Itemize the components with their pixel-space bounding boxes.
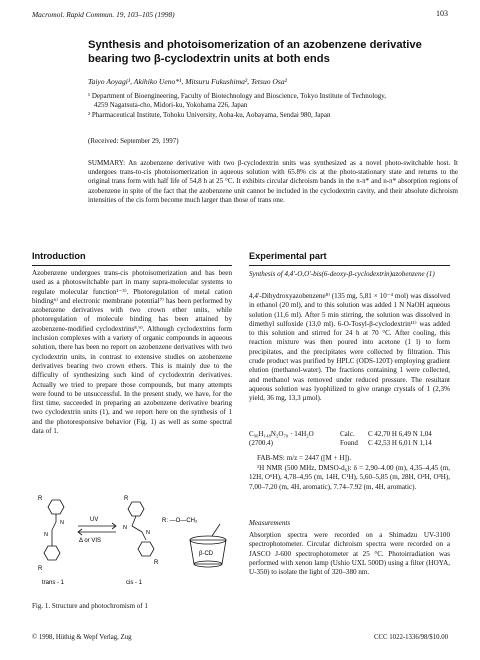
measurements-text: Absorption spectra were recorded on a Shimadzu UV-3100 spectrophotometer. Circular dichroism spectra were recorded on a JASCO J-600 spectrophotometer at 25 °C. Photoirradiation was performed with xenon lamp (Ushio UXL 500D) using a filter (HOYA, U-350) to isolate the light of 320–380 nm.: [249, 531, 450, 577]
beta-cd-label: β-CD: [199, 551, 214, 557]
molecular-weight: (2700.4): [249, 439, 273, 447]
nmr-data: ¹H NMR (500 MHz, DMSO-d₆): δ = 2,90–4.00 (m), 4,35–4,45 (m, 12H, O⁶H), 4,78–4,95 (m, 14H, C¹H), 5,60–5,85 (m, 28H, O²H, O³H), 7,00–7,20 (m, 4H, aromatic), 7.74–7.92 (m, 4H, aromatic).: [249, 464, 450, 491]
introduction-heading: Introduction: [32, 251, 86, 261]
found-values: C 42,53 H 6,01 N 1,14: [368, 439, 432, 447]
measurements-heading: Measurements: [249, 519, 291, 527]
trans-azobenzene-structure: [44, 500, 64, 560]
affiliation-2: ² Pharmaceutical Institute, Tohoku University, Aoba-ku, Aobayama, Sendai 980, Japan: [88, 111, 331, 119]
fab-ms-data: FAB-MS: m/z = 2447 ([M + H]).: [257, 454, 351, 462]
introduction-text: Azobenzene undergoes trans-cis photoisomerization and has been used as a photoswitchable part in many supra-molecular systems to regulate molecular function¹⁻⁵⁾. Photoregulation of metal cation binding⁶⁾ and electronic membrane potential⁷⁾ has been performed by azobenzene derivatives with two crown ether units, while photoregulation of molecule binding has been attained by azobenzene-modified cyclodextrins⁸,⁹⁾. Although cyclodextrins form inclusion complexes with a variety of organic compounds in aqueous solution, there has been no report on azobenzene derivatives with two cyclodextrin units, in contrast to extensive studies on azobenzene derivatives bearing two crown ethers. This is mainly due to the difficulty of synthesizing such kind of cyclodextrin derivatives. Actually we tried to prepare those compounds, but many attempts were found to be unsuccessful. In the present study, we have, for the first time, succeeded in preparing an azobenzene derivative bearing two cyclodextrin units (1), and we report here on the synthesis of 1 and the photoresponsive behavior (Fig. 1) as well as some spectral data of 1.: [32, 269, 232, 436]
trans-n-1: N: [60, 520, 64, 526]
r-group-definition: R: —O—CH₂: [162, 518, 198, 524]
author-list: Taiyo Aoyagi¹, Akihiko Ueno*¹, Mitsuru Fukushima², Tetsuo Osa²: [88, 77, 287, 86]
calc-label: Calc.: [340, 430, 355, 438]
photochromism-scheme: [30, 492, 235, 596]
introduction-rule: [32, 265, 232, 266]
affiliation-1b: 4259 Nagatsuta-cho, Midori-ku, Yokohama 226, Japan: [94, 101, 248, 109]
article-title: [88, 38, 428, 66]
page-number: 103: [436, 9, 448, 18]
ccc-code-footer: CCC 1022-1336/98/$10.00: [373, 634, 448, 641]
uv-label: UV: [90, 517, 99, 523]
trans-r-top: R: [38, 496, 43, 502]
cis-r-top: R: [124, 496, 129, 502]
title-line-2: bearing two β-cyclodextrin units at both ends: [88, 53, 330, 65]
copyright-footer: © 1998, Hüthig & Wepf Verlag, Zug: [32, 634, 132, 641]
molecular-formula: C₉₆H₁₄₈N₂O₇₀ · 14H₂O: [249, 430, 314, 438]
cyclodextrin-shape: [190, 524, 226, 567]
synthesis-subtitle: Synthesis of 4,4′-O,O′-bis(6-deoxy-β-cyclodextrin)azobenzene (1): [249, 270, 435, 278]
cis-azobenzene-structure: [128, 502, 154, 556]
trans-n-2: N: [44, 532, 48, 538]
summary-abstract: SUMMARY: An azobenzene derivative with two β-cyclodextrin units was synthesized as a novel photo-switchable host. It undergoes trans-to-cis photoisomerization in aqueous solution with 65.8% cis at the photo-stationary state and returns to the original trans form with half life of 54,8 h at 25 °C. It exhibits circular dichroism bands in the π-π* and n-π* absorption regions of azobenzene in spite of the fact that the azobenzene unit cannot be included in the cyclodextrin cavity, and their absolute dichroism intensities of the cis form become much larger than those of trans one.: [88, 159, 458, 204]
calc-values: C 42,70 H 6,49 N 1,04: [368, 430, 432, 438]
journal-citation: Macromol. Rapid Commun. 19, 103–105 (1998): [32, 10, 175, 19]
figure-caption: Fig. 1. Structure and photochromism of 1: [32, 602, 148, 610]
experimental-heading: Experimental part: [249, 251, 327, 261]
reverse-condition-label: Δ or VIS: [79, 538, 102, 544]
isomerization-arrows: [78, 523, 116, 535]
trans-r-bottom: R: [38, 566, 43, 572]
cis-n-1: N: [123, 525, 127, 531]
synthesis-text: 4,4′-Dihydroxyazobenzene⁸⁾ (135 mg, 5,81 × 10⁻⁴ mol) was dissolved in ethanol (20 ml), and to this solution was added 1 N NaOH aqueous solution (11,6 ml). After 5 min stirring, the solution was dissolved in dimethyl sulfoxide (13,0 ml). 6-O-Tosyl-β-cyclodextrin¹¹⁾ was added to this solution and stirred for 24 h at 70 °C. After cooling, this reaction mixture was then poured into acetone (1 l) to form precipitates, and the precipitates were collected by filtration. This crude product was purified by HPLC (ODS-120T) employing gradient elution (methanol-water). The fractions containing 1 were collected, and methanol was removed under reduced pressure. The resultant aqueous solution was lyophilized to give orange crystals of 1 (2,3% yield, 36 mg, 13,3 µmol).: [249, 292, 450, 403]
affiliation-1a: ¹ Department of Bioengineering, Faculty of Biotechnology and Bioscience, Tokyo Institute of Technology,: [88, 92, 387, 100]
experimental-rule: [249, 265, 450, 266]
cis-r-bottom: R: [154, 560, 159, 566]
cis-n-2: N: [146, 530, 150, 536]
trans-label: trans - 1: [42, 580, 65, 586]
title-line-1: Synthesis and photoisomerization of an azobenzene derivative: [88, 39, 422, 51]
received-date: (Received: September 29, 1997): [88, 137, 179, 145]
found-label: Found: [340, 439, 358, 447]
cis-label: cis - 1: [126, 580, 143, 586]
